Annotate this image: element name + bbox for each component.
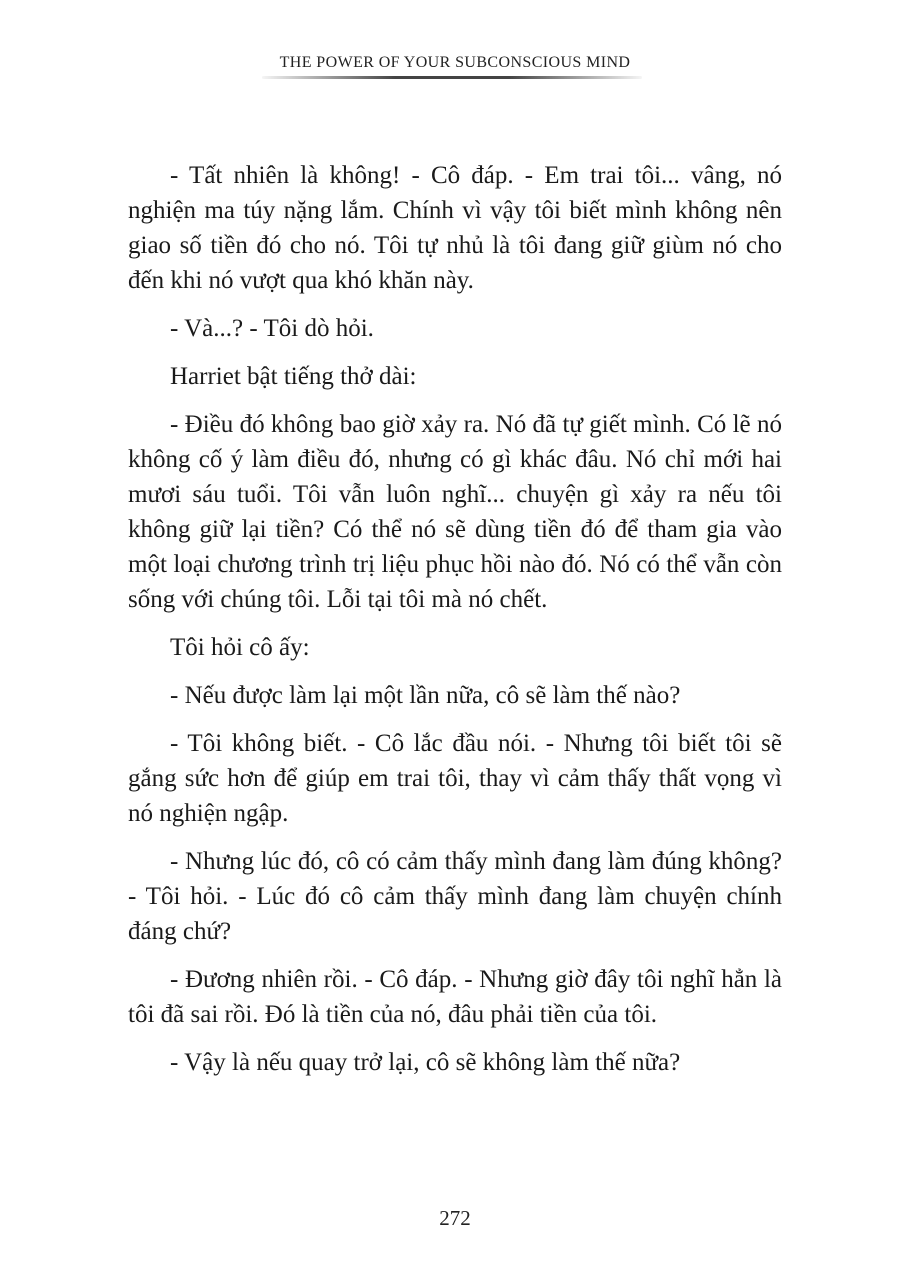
paragraph: Tôi hỏi cô ấy: <box>170 634 310 661</box>
paragraph: - Nếu được làm lại một lần nữa, cô sẽ làm thế nào? <box>170 682 681 709</box>
paragraph: Harriet bật tiếng thở dài: <box>170 363 417 390</box>
paragraph: - Vậy là nếu quay trở lại, cô sẽ không làm thế nữa? <box>170 1049 681 1076</box>
running-header-title: THE POWER OF YOUR SUBCONSCIOUS MIND <box>279 54 631 71</box>
paragraph: - Tất nhiên là không! - Cô đáp. - Em trai tôi... vâng, nó nghiện ma túy nặng lắm. Chính vì vậy tôi biết mình không nên giao số tiền đó cho nó. Tôi tự nhủ là tôi đang giữ giùm nó cho đến khi nó vượt qua khó khăn này. <box>128 162 782 294</box>
paragraph: - Tôi không biết. - Cô lắc đầu nói. - Nhưng tôi biết tôi sẽ gắng sức hơn để giúp em trai tôi, thay vì cảm thấy thất vọng vì nó nghiện ngập. <box>128 730 782 827</box>
paragraph: - Điều đó không bao giờ xảy ra. Nó đã tự giết mình. Có lẽ nó không cố ý làm điều đó, nhưng có gì khác đâu. Nó chỉ mới hai mươi sáu tuổi. Tôi vẫn luôn nghĩ... chuyện gì xảy ra nếu tôi không giữ lại tiền? Có thể nó sẽ dùng tiền đó để tham gia vào một loại chương trình trị liệu phục hồi nào đó. Nó có thể vẫn còn sống với chúng tôi. Lỗi tại tôi mà nó chết. <box>128 411 782 613</box>
paragraph: - Và...? - Tôi dò hỏi. <box>170 315 374 342</box>
paragraph: - Nhưng lúc đó, cô có cảm thấy mình đang làm đúng không? - Tôi hỏi. - Lúc đó cô cảm thấy mình đang làm chuyện chính đáng chứ? <box>128 848 782 945</box>
paragraph: - Đương nhiên rồi. - Cô đáp. - Nhưng giờ đây tôi nghĩ hẳn là tôi đã sai rồi. Đó là tiền của nó, đâu phải tiền của tôi. <box>128 966 782 1028</box>
header-divider <box>262 76 642 79</box>
page-number: 272 <box>439 1206 471 1230</box>
page-body <box>128 158 782 1093</box>
